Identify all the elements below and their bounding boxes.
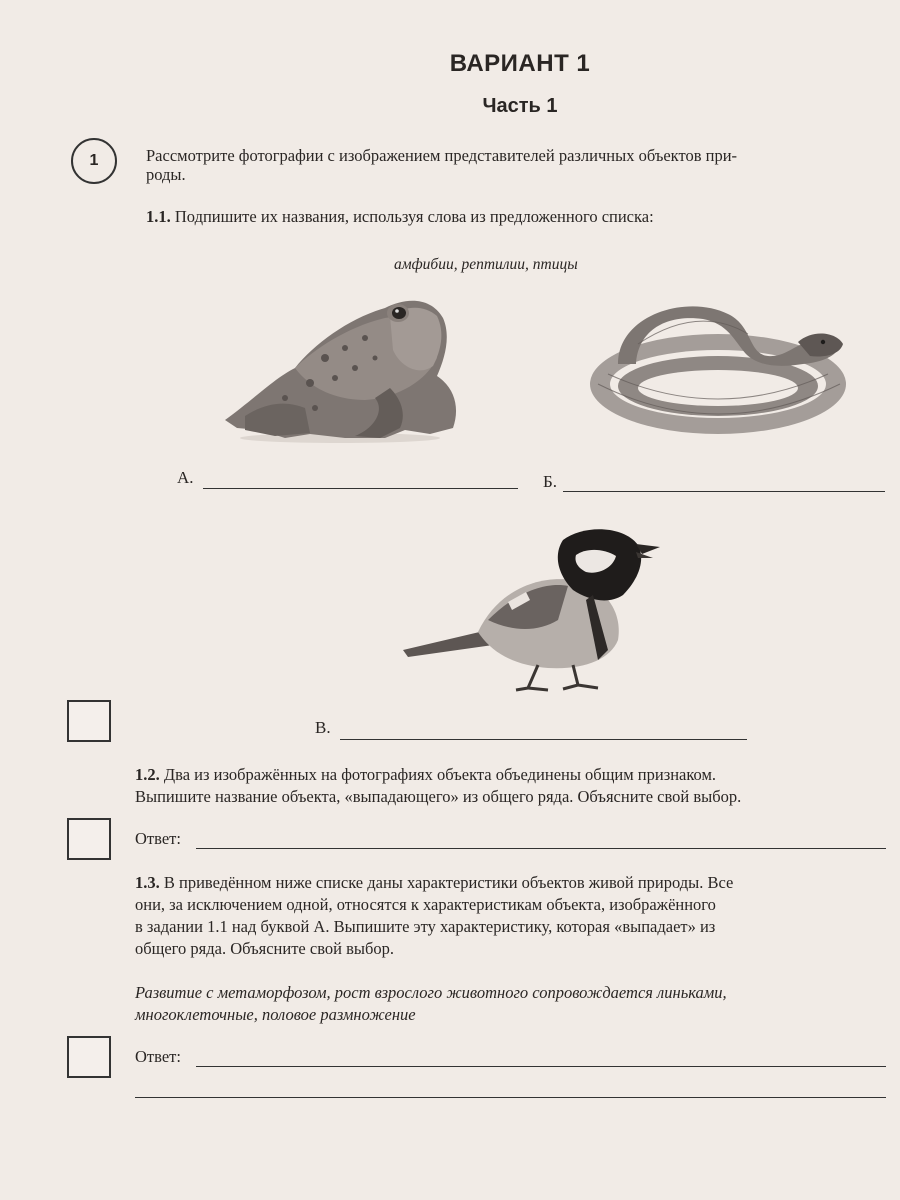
question-1-2-line-1 xyxy=(135,764,716,785)
traits-line-1: Развитие с метаморфозом, рост взрослого животного сопровождается линьками, xyxy=(135,983,727,1002)
score-box-1-1[interactable] xyxy=(67,700,111,742)
label-a: А. xyxy=(177,468,194,487)
question-1-3-line-3: в задании 1.1 над буквой А. Выпишите эту характеристику, которая «выпадает» из xyxy=(135,917,716,936)
toad-photo xyxy=(215,288,465,448)
question-1-3-text: В приведённом ниже списке даны характеристики объектов живой природы. Все xyxy=(163,873,734,892)
task-intro-line-2: роды. xyxy=(146,165,186,184)
question-1-3-line-1 xyxy=(135,872,733,893)
score-box-1-3[interactable] xyxy=(67,1036,111,1078)
question-1-1-text: Подпишите их названия, используя слова из предложенного списка: xyxy=(174,207,654,226)
question-1-2-line-2: Выпишите название объекта, «выпадающего» из общего ряда. Объясните свой выбор. xyxy=(135,787,742,806)
answer-line-a[interactable] xyxy=(203,488,518,489)
answer-line-c[interactable] xyxy=(340,739,747,740)
question-1-3-number: 1.3. xyxy=(135,873,160,892)
question-1-1-number: 1.1. xyxy=(146,207,171,226)
part-title: Часть 1 xyxy=(482,95,558,117)
variant-title: ВАРИАНТ 1 xyxy=(449,50,591,77)
bird-photo xyxy=(398,520,668,700)
label-b: Б. xyxy=(543,472,558,491)
question-1-2-number: 1.2. xyxy=(135,765,160,784)
question-1-3-line-4: общего ряда. Объясните свой выбор. xyxy=(135,939,394,958)
traits-line-2: многоклеточные, половое размножение xyxy=(135,1005,416,1024)
task-intro-line-1: Рассмотрите фотографии с изображением представителей различных объектов при- xyxy=(146,146,738,165)
question-1-1 xyxy=(146,206,654,227)
question-1-3-line-2: они, за исключением одной, относятся к характеристикам объекта, изображённого xyxy=(135,895,716,914)
answer-label-1-3: Ответ: xyxy=(135,1047,181,1066)
score-box-1-2[interactable] xyxy=(67,818,111,860)
label-c: В. xyxy=(315,718,331,737)
snake-photo xyxy=(578,284,858,444)
answer-line-1-3a[interactable] xyxy=(196,1066,886,1067)
word-list: амфибии, рептилии, птицы xyxy=(394,256,578,273)
answer-line-b[interactable] xyxy=(563,491,885,492)
task-number-badge: 1 xyxy=(71,138,117,184)
question-1-2-text: Два из изображённых на фотографиях объекта объединены общим признаком. xyxy=(163,765,717,784)
answer-label-1-2: Ответ: xyxy=(135,829,181,848)
answer-line-1-3b[interactable] xyxy=(135,1097,886,1098)
answer-line-1-2[interactable] xyxy=(196,848,886,849)
